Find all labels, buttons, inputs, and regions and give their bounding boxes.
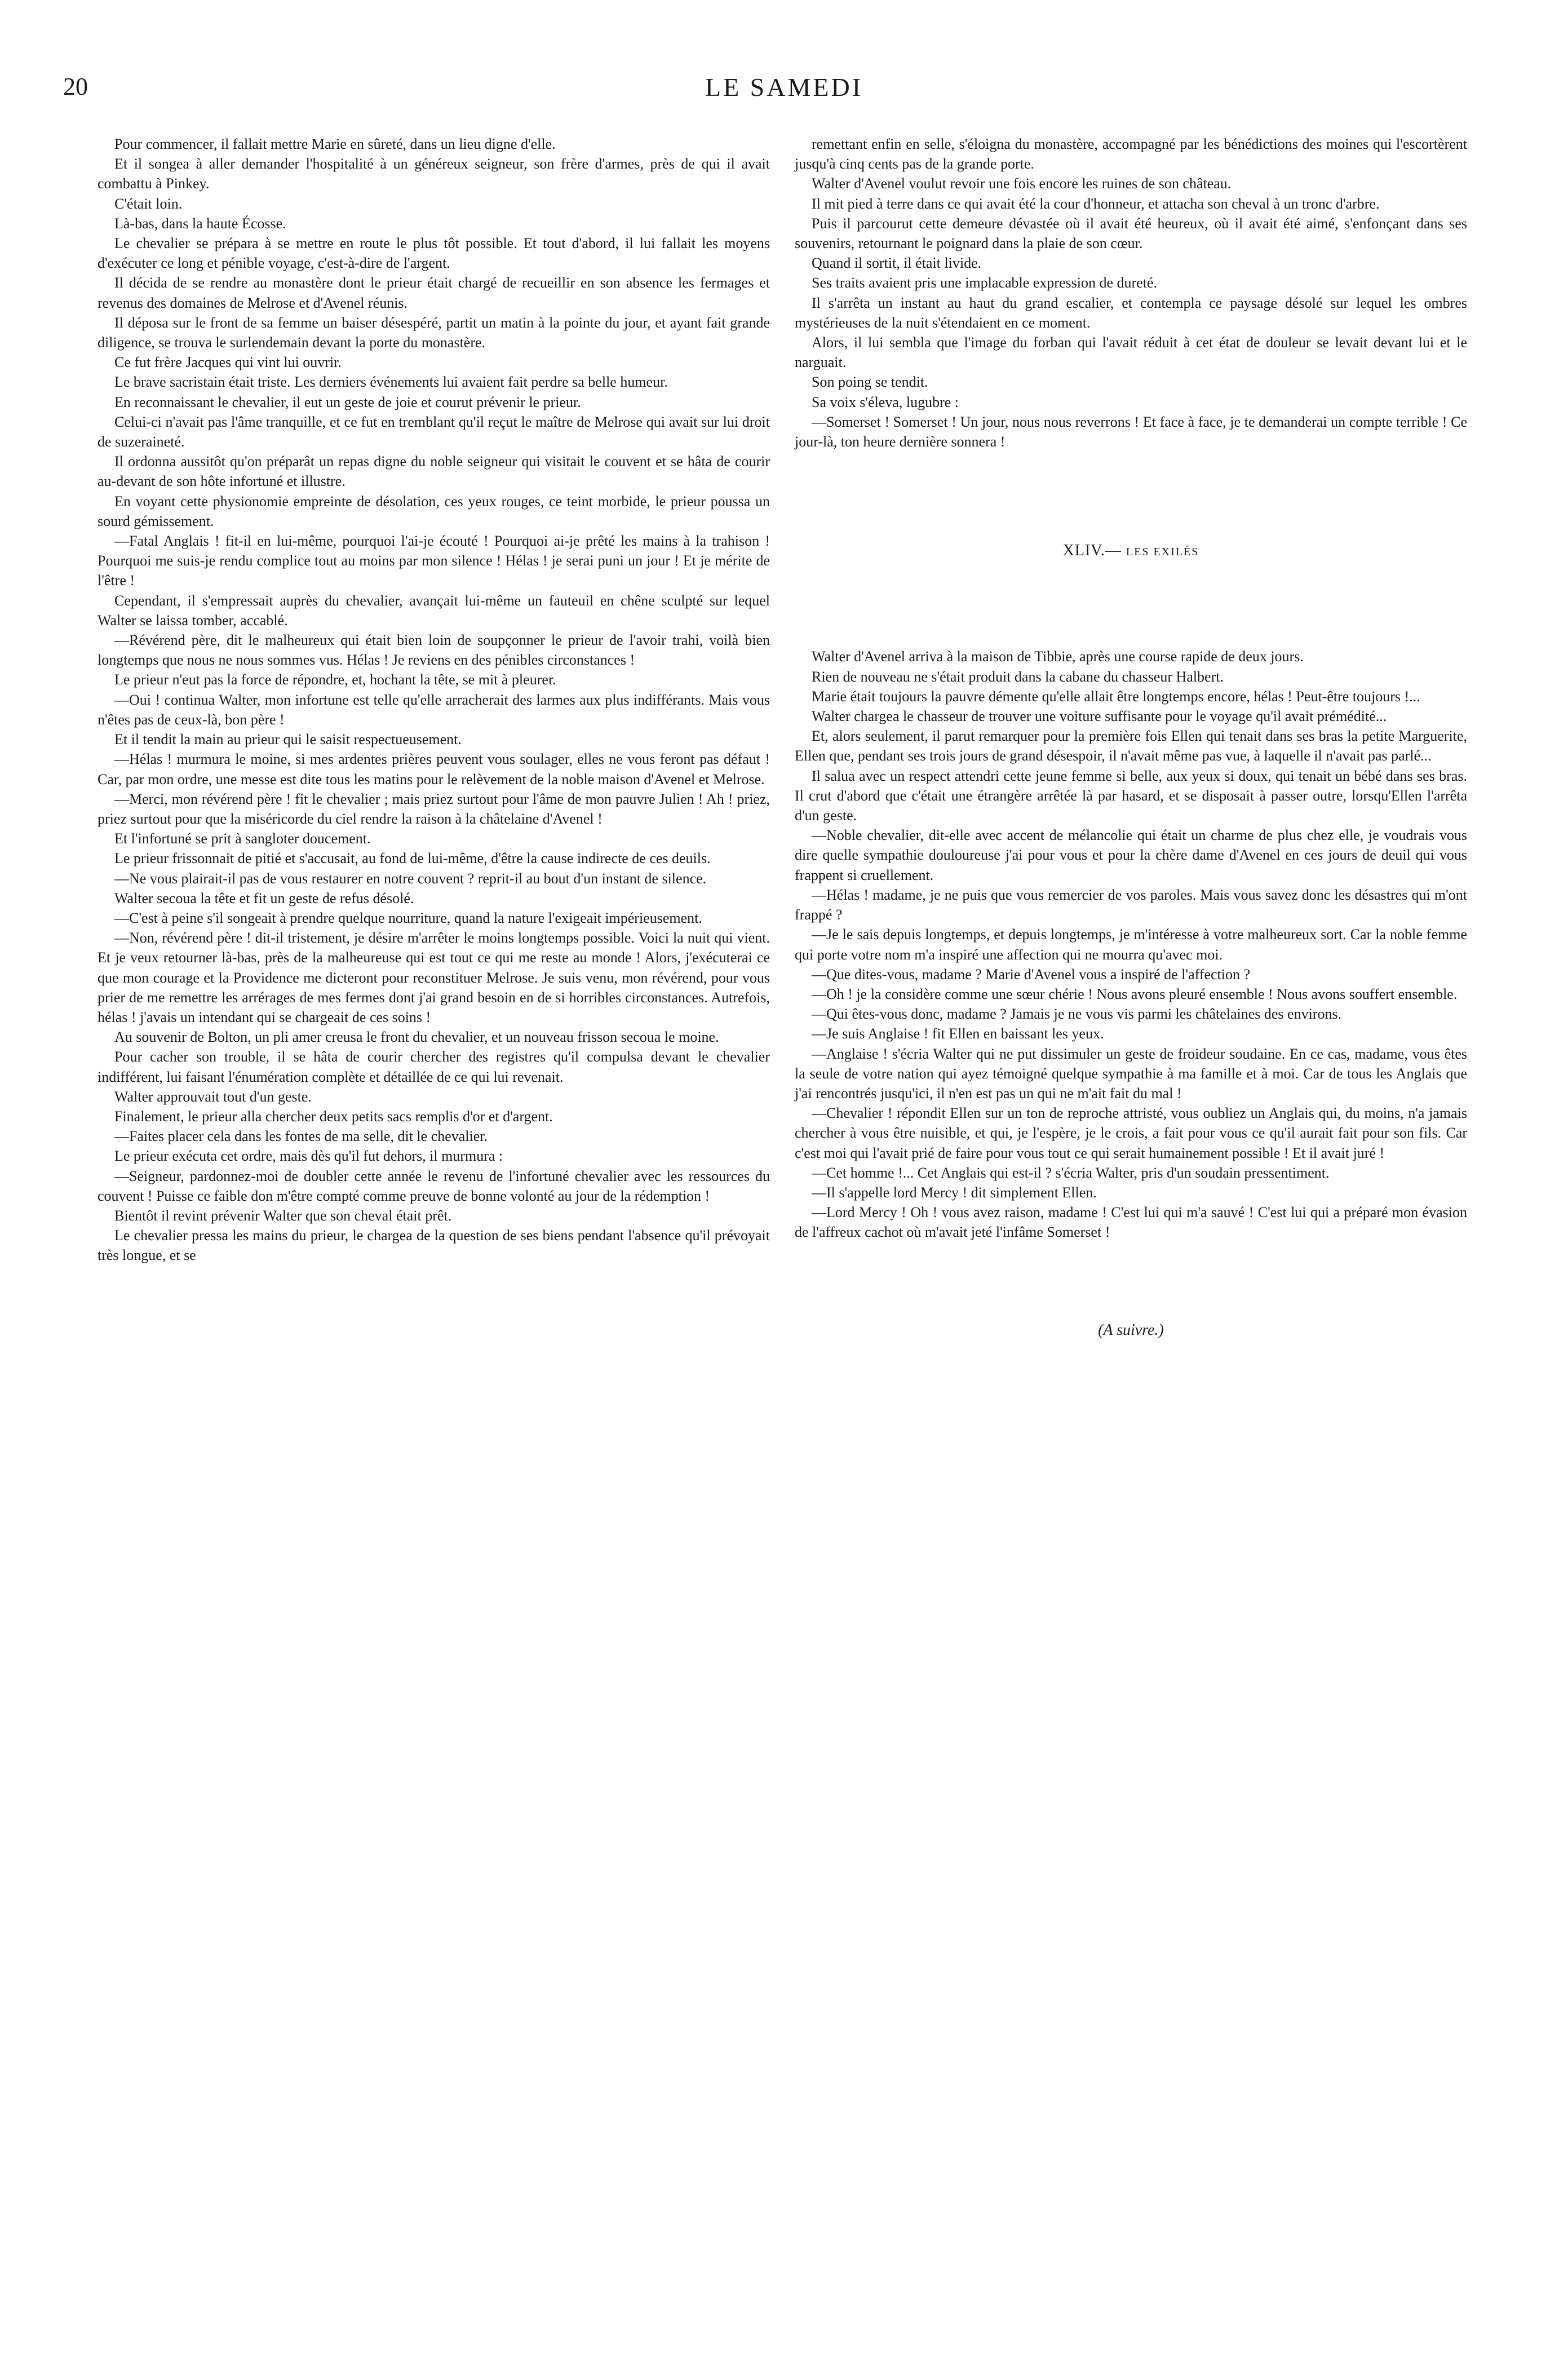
paragraph: Bientôt il revint prévenir Walter que son cheval était prêt. <box>114 1207 452 1224</box>
paragraph: Là-bas, dans la haute Écosse. <box>114 215 286 232</box>
paragraph: Il s'arrêta un instant au haut du grand escalier, et contempla ce paysage désolé sur lequel les ombres mystérieuses de la nuit s'étendaient en ce moment. <box>795 294 1467 331</box>
right-column <box>795 134 1467 2310</box>
paragraph: C'était loin. <box>114 195 183 212</box>
paragraph: Il ordonna aussitôt qu'on préparât un repas digne du noble seigneur qui visitait le couvent et se hâta de courir au-devant de son hôte infortuné et illustre. <box>98 453 770 490</box>
left-column <box>98 134 770 2310</box>
paragraph: Alors, il lui sembla que l'image du forban qui l'avait réduit à cet état de douleur se levait devant lui et le narguait. <box>795 334 1467 371</box>
paragraph: Il salua avec un respect attendri cette jeune femme si belle, aux yeux si doux, qui tenait un bébé dans ses bras. Il crut d'abord que c'était une étrangère arrêtée là par hasard, et se disposait à passer outre, lorsqu'Ellen l'arrêta d'un geste. <box>795 767 1467 824</box>
paragraph: —Chevalier ! répondit Ellen sur un ton de reproche attristé, vous oubliez un Anglais qui, du moins, n'a jamais chercher à vous être nuisible, et qui, je l'espère, je le crois, a fait pour vous ce qu'il aurait fait pour son fils. Car c'est moi qui l'avait prié de faire pour vous tout ce qui serait humainement possible ! Et il avait juré ! <box>795 1105 1467 1161</box>
paragraph: Et il tendit la main au prieur qui le saisit respectueusement. <box>114 731 462 748</box>
paragraph: Finalement, le prieur alla chercher deux petits sacs remplis d'or et d'argent. <box>114 1108 553 1125</box>
paragraph: Sa voix s'éleva, lugubre : <box>812 393 959 410</box>
paragraph: Celui-ci n'avait pas l'âme tranquille, et ce fut en tremblant qu'il reçut le maître de Melrose qui avait sur lui droit de suzeraineté. <box>98 413 770 450</box>
paragraph: —Cet homme !... Cet Anglais qui est-il ? s'écria Walter, pris d'un soudain pressentiment. <box>812 1164 1330 1181</box>
paragraph: —C'est à peine s'il songeait à prendre quelque nourriture, quand la nature l'exigeait impérieusement. <box>114 909 702 926</box>
paragraph: Walter chargea le chasseur de trouver une voiture suffisante pour le voyage qu'il avait prémédité... <box>812 708 1387 725</box>
paragraph: —Noble chevalier, dit-elle avec accent de mélancolie qui était un charme de plus chez elle, je voudrais vous dire quelle sympathie douloureuse j'ai pour vous et pour la chère dame d'Avenel en ces jours de deuil qui vous frappent si cruellement. <box>795 827 1467 883</box>
paragraph: En reconnaissant le chevalier, il eut un geste de joie et courut prévenir le prieur. <box>114 393 581 410</box>
page-header <box>0 72 1568 123</box>
paragraph: Le prieur exécuta cet ordre, mais dès qu'il fut dehors, il murmura : <box>114 1148 503 1165</box>
paragraph: Au souvenir de Bolton, un pli amer creusa le front du chevalier, et un nouveau frisson secoua le moine. <box>114 1029 719 1046</box>
paragraph: Walter d'Avenel voulut revoir une fois encore les ruines de son château. <box>812 175 1232 192</box>
paragraph: Ses traits avaient pris une implacable expression de dureté. <box>812 275 1157 291</box>
section-heading <box>795 541 1467 562</box>
paragraph: Rien de nouveau ne s'était produit dans la cabane du chasseur Halbert. <box>812 668 1224 685</box>
paragraph: Il décida de se rendre au monastère dont le prieur était chargé de recueillir en son absence les fermages et revenus des domaines de Melrose et d'Avenel réunis. <box>98 275 770 311</box>
paragraph: Pour commencer, il fallait mettre Marie en sûreté, dans un lieu digne d'elle. <box>114 136 556 152</box>
paragraph: Et il songea à aller demander l'hospitalité à un généreux seigneur, son frère d'armes, près de qui il avait combattu à Pinkey. <box>98 156 770 192</box>
paragraph: —Que dites-vous, madame ? Marie d'Avenel vous a inspiré de l'affection ? <box>812 966 1251 983</box>
paragraph: —Seigneur, pardonnez-moi de doubler cette année le revenu de l'infortuné chevalier avec les ressources du couvent ! Puisse ce faible don m'être compté comme preuve de bonne volonté au jour de la rédemption ! <box>98 1167 770 1204</box>
paragraph: —Oh ! je la considère comme une sœur chérie ! Nous avons pleuré ensemble ! Nous avons souffert ensemble. <box>812 985 1458 1002</box>
paragraph: —Qui êtes-vous donc, madame ? Jamais je ne vous vis parmi les châtelaines des environs. <box>812 1006 1342 1023</box>
paragraph: —Anglaise ! s'écria Walter qui ne put dissimuler un geste de froideur soudaine. En ce cas, madame, vous êtes la seule de votre nation qui ayez témoigné quelque sympathie à ma famille et à moi. Car de tous les Anglais que j'ai rencontrés jusqu'ici, il n'en est pas un qui ne m'ait fait du mal ! <box>795 1045 1467 1102</box>
section-number: XLIV.— <box>1062 542 1122 560</box>
paragraph: Puis il parcourut cette demeure dévastée où il avait été heureux, où il avait été aimé, s'enfonçant dans ses souvenirs, retournant le poignard dans la plaie de son cœur. <box>795 215 1467 252</box>
paragraph: Et l'infortuné se prit à sangloter doucement. <box>114 830 371 847</box>
paragraph: —Oui ! continua Walter, mon infortune est telle qu'elle arracherait des larmes aux plus indifférants. Mais vous n'êtes pas de ceux-là, bon père ! <box>98 691 770 728</box>
paragraph: —Somerset ! Somerset ! Un jour, nous nous reverrons ! Et face à face, je te demanderai un compte terrible ! Ce jour-là, ton heure dernière sonnera ! <box>795 413 1467 450</box>
paragraph: Le chevalier se prépara à se mettre en route le plus tôt possible. Et tout d'abord, il lui fallait les moyens d'exécuter ce long et pénible voyage, c'est-à-dire de l'argent. <box>98 235 770 272</box>
paragraph: —Hélas ! murmura le moine, si mes ardentes prières peuvent vous soulager, elles ne vous feront pas défaut ! Car, par mon ordre, une messe est dite tous les matins pour le relèvement de la noble maison d'Avenel et Melrose. <box>98 751 770 788</box>
continued-note: (A suivre.) <box>1098 1321 1164 1339</box>
paragraph: —Non, révérend père ! dit-il tristement, je désire m'arrêter le moins longtemps possible. Voici la nuit qui vient. Et je veux retourner là-bas, près de la malheureuse qui est tout ce qui me reste au monde ! Alors, j'exécuterai ce que mon courage et la Providence me dicteront pour reconstituer Melrose. Je suis venu, mon révérend, pour vous prier de me remettre les arrérages de mes fermes dont j'ai grand besoin en de si horribles circonstances. Autrefois, hélas ! j'avais un intendant qui se chargeait de ces soins ! <box>98 930 770 1025</box>
paragraph: Et, alors seulement, il parut remarquer pour la première fois Ellen qui tenait dans ses bras la petite Marguerite, Ellen que, pendant ses trois jours de grand désespoir, il n'avait même pas vue, à laquelle il n'avait pas parlé... <box>795 728 1467 764</box>
paragraph: Ce fut frère Jacques qui vint lui ouvrir. <box>114 354 342 371</box>
paragraph: Pour cacher son trouble, il se hâta de courir chercher des registres qu'il compulsa devant le chevalier indifférent, lui faisant l'énumération complète et détaillée de ce qui lui revenait. <box>98 1049 770 1085</box>
paragraph: Il déposa sur le front de sa femme un baiser désespéré, partit un matin à la pointe du jour, et ayant fait grande diligence, se trouva le surlendemain devant la porte du monastère. <box>98 314 770 351</box>
paragraph: —Faites placer cela dans les fontes de ma selle, dit le chevalier. <box>114 1128 488 1145</box>
paragraph: —Lord Mercy ! Oh ! vous avez raison, madame ! C'est lui qui m'a sauvé ! C'est lui qui a préparé mon évasion de l'affreux cachot où m'avait jeté l'infâme Somerset ! <box>795 1204 1467 1241</box>
paragraph: Marie était toujours la pauvre démente qu'elle allait être longtemps encore, hélas ! Peut-être toujours !... <box>812 688 1420 705</box>
paragraph: Son poing se tendit. <box>812 374 928 391</box>
paragraph: Le brave sacristain était triste. Les derniers événements lui avaient fait perdre sa belle humeur. <box>114 374 668 391</box>
page-number: 20 <box>63 73 88 100</box>
paragraph: —Je le sais depuis longtemps, et depuis longtemps, je m'intéresse à votre malheureux sort. Car la noble femme qui porte votre nom m'a inspiré une affection qui ne mourra qu'avec moi. <box>795 926 1467 963</box>
paragraph: remettant enfin en selle, s'éloigna du monastère, accompagné par les bénédictions des moines qui l'escortèrent jusqu'à cinq cents pas de la grande porte. <box>795 136 1467 173</box>
paragraph: Walter secoua la tête et fit un geste de refus désolé. <box>114 890 414 906</box>
paragraph: —Fatal Anglais ! fit-il en lui-même, pourquoi l'ai-je écouté ! Pourquoi ai-je prêté les mains à la trahison ! Pourquoi me suis-je rendu complice tout au moins par mon silence ! Hélas ! je serai puni un jour ! Et je mérite de l'être ! <box>98 533 770 589</box>
paragraph: —Il s'appelle lord Mercy ! dit simplement Ellen. <box>812 1184 1097 1201</box>
paragraph: Le chevalier pressa les mains du prieur, le chargea de la question de ses biens pendant l'absence qu'il prévoyait très longue, et se <box>98 1227 770 1264</box>
paragraph: En voyant cette physionomie empreinte de désolation, ces yeux rouges, ce teint morbide, le prieur poussa un sourd gémissement. <box>98 493 770 529</box>
paragraph: Quand il sortit, il était livide. <box>812 255 982 272</box>
paragraph: Il mit pied à terre dans ce qui avait été la cour d'honneur, et attacha son cheval à un tronc d'arbre. <box>812 195 1380 212</box>
running-title: LE SAMEDI <box>705 73 863 101</box>
paragraph: Walter d'Avenel arriva à la maison de Tibbie, après une course rapide de deux jours. <box>812 648 1304 665</box>
paragraph: Walter approuvait tout d'un geste. <box>114 1088 312 1105</box>
paragraph: —Hélas ! madame, je ne puis que vous remercier de vos paroles. Mais vous savez donc les désastres qui m'ont frappé ? <box>795 886 1467 923</box>
paragraph: —Ne vous plairait-il pas de vous restaurer en notre couvent ? reprit-il au bout d'un instant de silence. <box>114 870 707 887</box>
paragraph: —Merci, mon révérend père ! fit le chevalier ; mais priez surtout pour l'âme de mon pauvre Julien ! Ah ! priez, priez surtout pour que la miséricorde du ciel rendre la raison à la châtelaine d'Avenel ! <box>98 790 770 827</box>
paragraph: —Révérend père, dit le malheureux qui était bien loin de soupçonner le prieur de l'avoir trahi, voilà bien longtemps que nous ne nous sommes vus. Hélas ! Je reviens en des pénibles circonstances ! <box>98 632 770 669</box>
paragraph: Cependant, il s'empressait auprès du chevalier, avançait lui-même un fauteuil en chêne sculpté sur lequel Walter se laissa tomber, accablé. <box>98 592 770 629</box>
paragraph: —Je suis Anglaise ! fit Ellen en baissant les yeux. <box>812 1025 1104 1042</box>
paragraph: Le prieur n'eut pas la force de répondre, et, hochant la tête, se mit à pleurer. <box>114 671 556 688</box>
paragraph: Le prieur frissonnait de pitié et s'accusait, au fond de lui-même, d'être la cause indirecte de ces deuils. <box>114 850 711 867</box>
section-title: LES EXILÉS <box>1126 546 1199 559</box>
